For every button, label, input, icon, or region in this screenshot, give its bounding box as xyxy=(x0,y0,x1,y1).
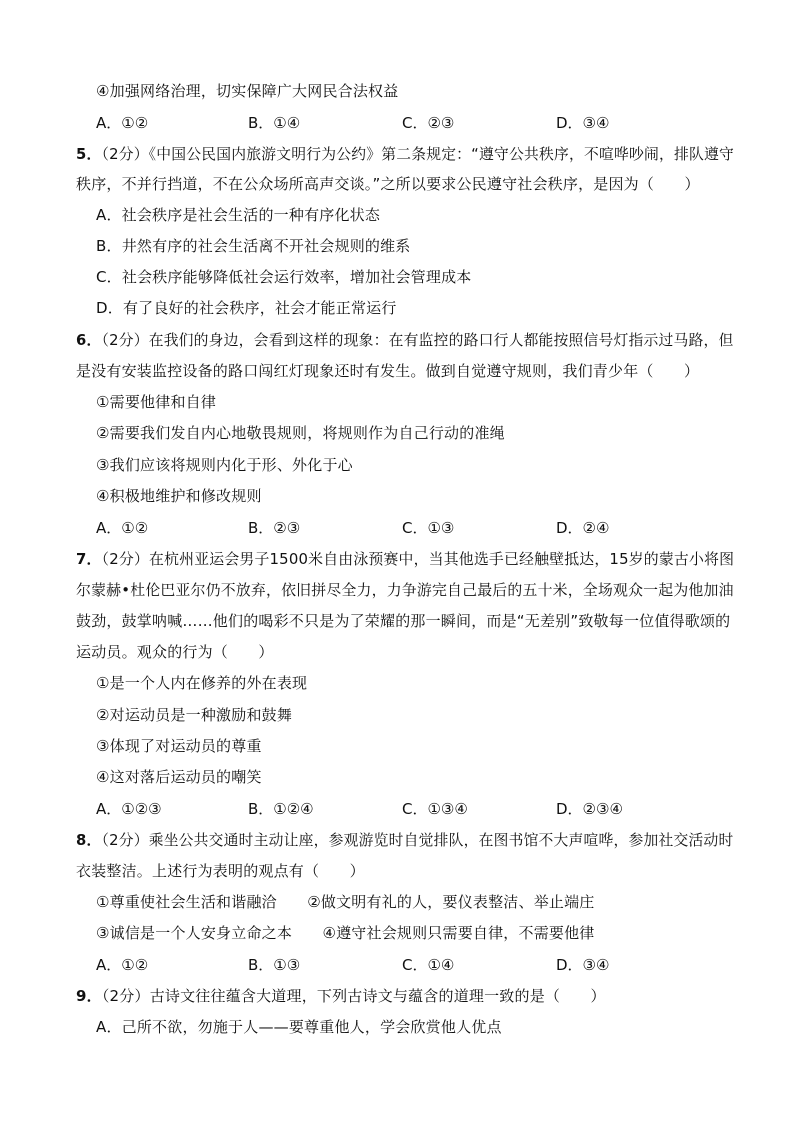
q6-option-d: D．②④ xyxy=(556,519,610,537)
q8-items-row-2: ③诚信是一个人安身立命之本 ④遵守社会规则只需要自律，不需要他律 xyxy=(96,924,595,942)
q7-option-b: B．①②④ xyxy=(248,800,314,818)
q6-item-1: ①需要他律和自律 xyxy=(96,393,217,411)
q7-option-d: D．②③④ xyxy=(556,800,623,818)
q6-option-a: A．①② xyxy=(96,519,149,537)
q6-stem-line-2: 是没有安装监控设备的路口闯红灯现象还时有发生。做到自觉遵守规则，我们青少年（ ） xyxy=(76,362,700,380)
q7-stem-line-4: 运动员。观众的行为（ ） xyxy=(76,643,274,661)
q5-stem-text-1: （2分）《中国公民国内旅游文明行为公约》第二条规定：“遵守公共秩序，不喧哗吵闹，排队遵守 xyxy=(101,145,734,163)
q9-choice-a: A．己所不欲，勿施于人——要尊重他人，学会欣赏他人优点 xyxy=(96,1018,502,1036)
q5-stem-line-1 xyxy=(76,144,734,164)
q6-item-2: ②需要我们发自内心地敬畏规则，将规则作为自己行动的准绳 xyxy=(96,424,505,442)
q6-item-3: ③我们应该将规则内化于形、外化于心 xyxy=(96,456,353,474)
q7-item-1: ①是一个人内在修养的外在表现 xyxy=(96,674,308,692)
q5-stem-line-2: 秩序，不并行挡道，不在公众场所高声交谈。”之所以要求公民遵守社会秩序，是因为（ ） xyxy=(76,175,700,193)
q7-item-4: ④这对落后运动员的嘲笑 xyxy=(96,768,262,786)
q7-item-3: ③体现了对运动员的尊重 xyxy=(96,737,262,755)
q6-stem-line-1 xyxy=(76,330,734,350)
q6-stem-text-1: （2分）在我们的身边，会看到这样的现象：在有监控的路口行人都能按照信号灯指示过马路，但 xyxy=(101,331,734,349)
q8-stem-line-2: 衣装整洁。上述行为表明的观点有（ ） xyxy=(76,862,365,880)
q5-number: 5． xyxy=(76,145,102,163)
q5-choice-a: A．社会秩序是社会生活的一种有序化状态 xyxy=(96,206,381,224)
q8-option-c: C．①④ xyxy=(402,956,455,974)
q6-item-4: ④积极地维护和修改规则 xyxy=(96,487,262,505)
q7-stem-line-2: 尔蒙赫•杜伦巴亚尔仍不放弃，依旧拼尽全力，力争游完自己最后的五十米，全场观众一起为他加油 xyxy=(76,581,734,599)
q7-option-c: C．①③④ xyxy=(402,800,468,818)
q7-stem-line-3: 鼓劲，鼓掌呐喊……他们的喝彩不只是为了荣耀的那一瞬间，而是“无差别”致敬每一位值得歌颂的 xyxy=(76,612,731,630)
q8-option-b: B．①③ xyxy=(248,956,301,974)
q9-stem-text-1: （2分）古诗文往往蕴含大道理，下列古诗文与蕴含的道理一致的是（ ） xyxy=(101,987,606,1005)
q7-stem-line-1 xyxy=(76,549,734,569)
prev-option-d: D．③④ xyxy=(556,114,610,132)
q5-choice-b: B．井然有序的社会生活离不开社会规则的维系 xyxy=(96,237,411,255)
q6-option-b: B．②③ xyxy=(248,519,301,537)
prev-option-b: B．①④ xyxy=(248,114,301,132)
q8-number: 8． xyxy=(76,831,102,849)
q7-item-2: ②对运动员是一种激励和鼓舞 xyxy=(96,706,293,724)
q6-option-c: C．①③ xyxy=(402,519,455,537)
q8-option-a: A．①② xyxy=(96,956,149,974)
q8-stem-line-1 xyxy=(76,830,734,850)
q8-items-row-1: ①尊重使社会生活和谐融洽 ②做文明有礼的人，要仪表整洁、举止端庄 xyxy=(96,893,595,911)
prev-item-4: ④加强网络治理，切实保障广大网民合法权益 xyxy=(96,82,399,100)
q7-option-a: A．①②③ xyxy=(96,800,162,818)
q9-number: 9． xyxy=(76,987,102,1005)
q6-number: 6． xyxy=(76,331,102,349)
q8-stem-text-1: （2分）乘坐公共交通时主动让座，参观游览时自觉排队，在图书馆不大声喧哗，参加社交活动时 xyxy=(101,831,734,849)
q5-choice-d: D．有了良好的社会秩序，社会才能正常运行 xyxy=(96,299,397,317)
q9-stem-line-1 xyxy=(76,986,606,1006)
q7-stem-text-1: （2分）在杭州亚运会男子1500米自由泳预赛中，当其他选手已经触壁抵达，15岁的蒙古小将图 xyxy=(101,550,735,568)
prev-option-a: A．①② xyxy=(96,114,149,132)
q7-number: 7． xyxy=(76,550,102,568)
prev-option-c: C．②③ xyxy=(402,114,455,132)
q5-choice-c: C．社会秩序能够降低社会运行效率，增加社会管理成本 xyxy=(96,268,472,286)
q8-option-d: D．③④ xyxy=(556,956,610,974)
